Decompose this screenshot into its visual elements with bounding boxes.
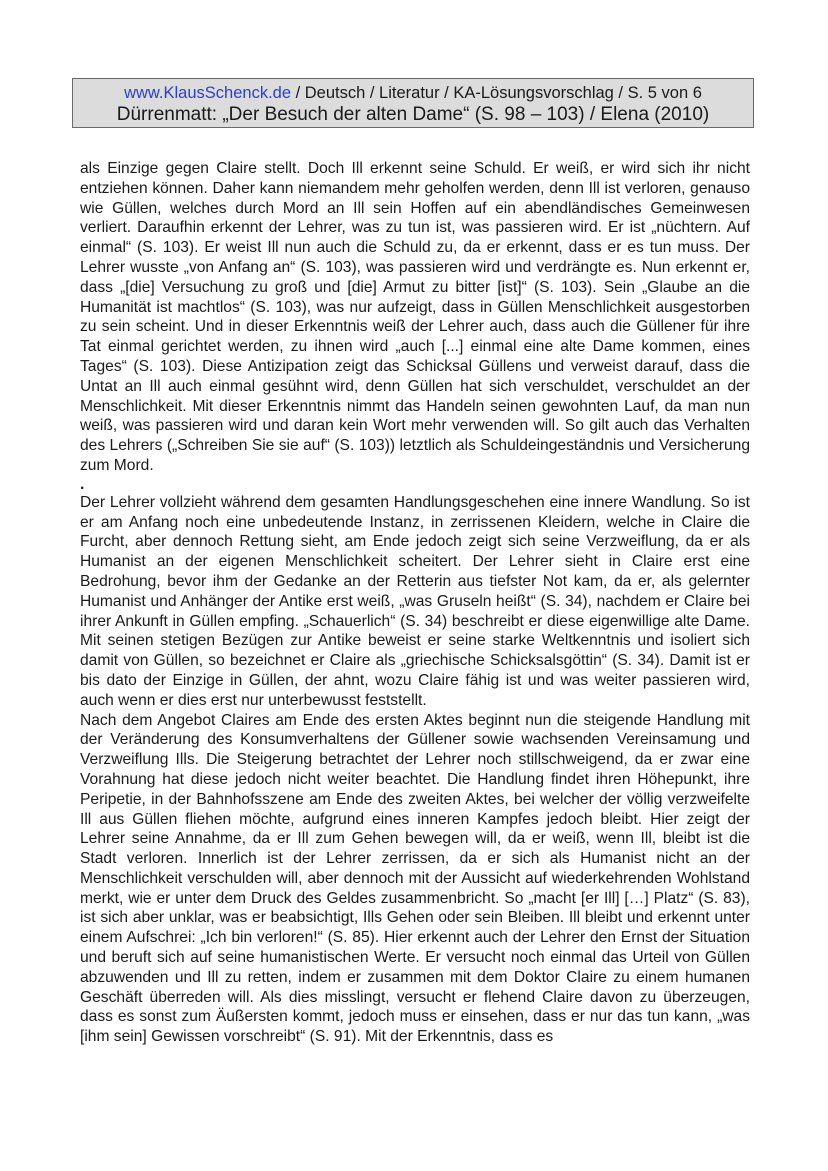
paragraph-1: als Einzige gegen Claire stellt. Doch Ill erkennt seine Schuld. Er weiß, er wird sich ihr nicht entziehen können. Daher kann niemandem mehr geholfen werden, denn Ill ist verloren, genauso wie Güllen, welches durch Mord an Ill sein Hoffen auf ein abendländisches Gemeinwesen verliert. Daraufhin erkennt der Lehrer, was zu tun ist, was passieren wird. Er ist „nüchtern. Auf einmal“ (S. 103). Er weist Ill nun auch die Schuld zu, da er erkennt, dass er es tun muss. Der Lehrer wusste „von Anfang an“ (S. 103), was passieren wird und verdrängte es. Nun erkennt er, dass „[die] Versuchung zu groß und [die] Armut zu bitter [ist]“ (S. 103). Sein „Glaube an die Humanität ist machtlos“ (S. 103), was nur aufzeigt, dass in Güllen Menschlichkeit ausgestorben zu sein scheint. Und in dieser Erkenntnis weiß der Lehrer auch, dass auch die Güllener für ihre Tat einmal gerichtet werden, zu ihnen wird „auch [...] einmal eine alte Dame kommen, eines Tages“ (S. 103). Diese Antizipation zeigt das Schicksal Güllens und verweist darauf, dass die Untat an Ill auch einmal gesühnt wird, denn Güllen hat sich verschuldet, verschuldet an der Menschlichkeit. Mit dieser Erkenntnis nimmt das Handeln seinen gewohnten Lauf, da man nun weiß, was passieren wird und daran kein Wort mehr verwenden will. So gilt auch das Verhalten des Lehrers („Schreiben Sie sie auf“ (S. 103)) letztlich als Schuldeingeständnis und Versicherung zum Mord.	[80, 160, 750, 474]
header-breadcrumb	[73, 82, 753, 104]
paragraph-separator: .	[80, 475, 85, 493]
paragraph-2: Der Lehrer vollzieht während dem gesamten Handlungsgeschehen eine innere Wandlung. So ist er am Anfang noch eine unbedeutende Instanz, in zerrissenen Kleidern, welche in Claire die Furcht, aber dennoch Rettung sieht, am Ende jedoch zeigt sich seine Verzweiflung, da er als Humanist an der eigenen Menschlichkeit scheitert. Der Lehrer sieht in Claire erst eine Bedrohung, bevor ihm der Gedanke an der Retterin aus tiefster Not kam, da er, als gelernter Humanist und Anhänger der Antike erst weiß, „was Gruseln heißt“ (S. 34), nachdem er Claire bei ihrer Ankunft in Güllen empfing. „Schauerlich“ (S. 34) beschreibt er diese eigenwillige alte Dame. Mit seinen stetigen Bezügen zur Antike beweist er seine starke Weltkenntnis und isoliert sich damit von Güllen, so bezeichnet er Claire als „griechische Schicksalsgöttin“ (S. 34). Damit ist er bis dato der Einzige in Güllen, der ahnt, wozu Claire fähig ist und was weiter passieren wird, auch wenn er dies erst nur unterbewusst feststellt.	[80, 493, 750, 709]
header-path: / Deutsch / Literatur / KA-Lösungsvorschlag / S. 5 von 6	[291, 84, 702, 102]
document-title: Dürrenmatt: „Der Besuch der alten Dame“ (S. 98 – 103) / Elena (2010)	[116, 104, 710, 125]
paragraph-3: Nach dem Angebot Claires am Ende des ersten Aktes beginnt nun die steigende Handlung mit der Veränderung des Konsumverhaltens der Güllener sowie wachsenden Vereinsamung und Verzweiflung Ills. Die Steigerung betrachtet der Lehrer noch stillschweigend, da er zwar eine Vorahnung hat diese jedoch nicht weiter beachtet. Die Handlung findet ihren Höhepunkt, ihre Peripetie, in der Bahnhofsszene am Ende des zweiten Aktes, bei welcher der völlig verzweifelte Ill aus Güllen fliehen möchte, aufgrund eines inneren Kampfes jedoch bleibt. Hier zeigt der Lehrer seine Annahme, da er Ill zum Gehen bewegen will, da er weiß, wenn Ill, bleibt ist die Stadt verloren. Innerlich ist der Lehrer zerrissen, da er sich als Humanist nicht an der Menschlichkeit verschulden will, aber dennoch mit der Aussicht auf wiederkehrenden Wohlstand merkt, wie er unter dem Druck des Geldes zusammenbricht. So „macht [er Ill] […] Platz“ (S. 83), ist sich aber unklar, was er beabsichtigt, Ills Gehen oder sein Bleiben. Ill bleibt und erkennt unter einem Aufschrei: „Ich bin verloren!“ (S. 85). Hier erkennt auch der Lehrer den Ernst der Situation und beruft sich auf seine humanistischen Werte. Er versucht noch einmal das Urteil von Güllen abzuwenden und Ill zu retten, indem er zusammen mit dem Doktor Claire zu einem humanen Geschäft überreden will. Als dies misslingt, versucht er flehend Claire davon zu überzeugen, dass es sonst zum Äußersten kommt, jedoch muss er einsehen, dass er nur das tun kann, „was [ihm sein] Gewissen vorschreibt“ (S. 91). Mit der Erkenntnis, dass es	[80, 711, 750, 1046]
document-body	[80, 159, 750, 1047]
page-header	[72, 78, 754, 128]
site-link[interactable]: www.KlausSchenck.de	[124, 84, 292, 102]
